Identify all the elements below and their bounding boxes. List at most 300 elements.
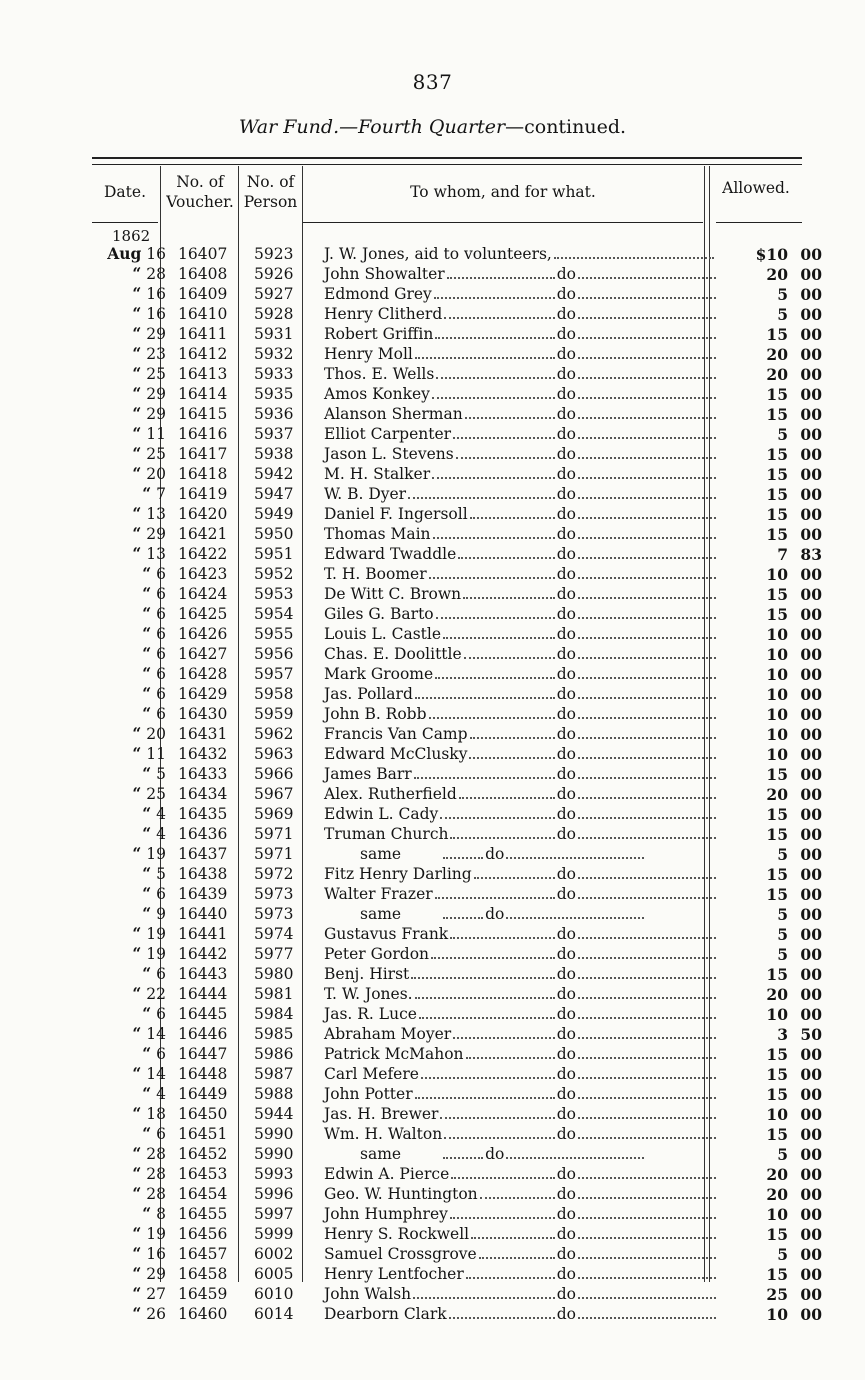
amount-allowed xyxy=(726,1164,824,1184)
title-italic: War Fund.—Fourth Quarter xyxy=(238,116,506,138)
amount-cents: 00 xyxy=(800,364,822,384)
amount-cents: 00 xyxy=(800,1044,822,1064)
date-month: “ xyxy=(132,1304,142,1323)
description-cell xyxy=(318,1064,726,1084)
description-cell xyxy=(318,384,726,404)
description-line xyxy=(324,945,716,964)
header-rule-top xyxy=(92,157,802,159)
date-day: 16 xyxy=(146,245,166,263)
payee-name: Jason L. Stevens xyxy=(324,444,454,463)
leader-dots xyxy=(554,257,714,259)
purpose-ditto: do xyxy=(556,1304,576,1323)
leader-dots xyxy=(450,937,555,939)
table-row xyxy=(88,584,824,604)
date-month: “ xyxy=(142,644,152,663)
person-number: 5936 xyxy=(254,404,294,423)
date-cell xyxy=(88,804,172,824)
amount-cents: 50 xyxy=(800,1024,822,1044)
amount-dollars: 15 xyxy=(766,504,788,524)
person-number: 6010 xyxy=(254,1284,294,1303)
date-day: 18 xyxy=(146,1105,166,1123)
amount-cents: 00 xyxy=(800,664,822,684)
amount-cents: 00 xyxy=(800,844,822,864)
header-rule-second xyxy=(92,164,802,165)
payee-name: Alex. Rutherfield xyxy=(324,784,457,803)
date-cell xyxy=(88,564,172,584)
table-row xyxy=(88,1244,824,1264)
leader-dots xyxy=(411,977,554,979)
leader-dots xyxy=(480,1197,555,1199)
amount-dollars: 5 xyxy=(777,944,788,964)
leader-dots xyxy=(578,757,716,759)
description-line xyxy=(324,1085,716,1104)
date-cell xyxy=(88,824,172,844)
payee-name: Wm. H. Walton xyxy=(324,1124,443,1143)
payee-name: John B. Robb xyxy=(324,704,427,723)
table-row xyxy=(88,1144,824,1164)
table-row xyxy=(88,1064,824,1084)
leader-dots xyxy=(578,1297,716,1299)
amount-allowed xyxy=(726,704,824,724)
header-allowed: Allowed. xyxy=(722,179,790,197)
leader-dots xyxy=(578,717,716,719)
voucher-number: 16423 xyxy=(178,564,228,583)
amount-allowed xyxy=(726,764,824,784)
purpose-ditto: do xyxy=(556,264,576,283)
table-row xyxy=(88,1264,824,1284)
amount-cents: 00 xyxy=(800,1164,822,1184)
voucher-number: 16430 xyxy=(178,704,228,723)
leader-dots xyxy=(433,537,555,539)
amount-cents: 00 xyxy=(800,884,822,904)
date-month: “ xyxy=(132,924,142,943)
description-cell xyxy=(318,1264,726,1284)
date-month: “ xyxy=(132,284,142,303)
description-cell xyxy=(318,644,726,664)
description-cell xyxy=(318,484,726,504)
payee-name: Elliot Carpenter xyxy=(324,424,452,443)
amount-allowed xyxy=(726,1284,824,1304)
leader-dots xyxy=(466,1057,555,1059)
amount-dollars: 10 xyxy=(766,624,788,644)
voucher-number: 16407 xyxy=(178,244,228,263)
amount-dollars: 15 xyxy=(766,584,788,604)
leader-dots xyxy=(578,617,716,619)
voucher-number: 16409 xyxy=(178,284,228,303)
date-day: 23 xyxy=(146,345,166,363)
date-cell xyxy=(88,724,172,744)
description-line xyxy=(324,1125,716,1144)
description-cell xyxy=(318,844,726,864)
payee-name: John Walsh xyxy=(324,1284,412,1303)
purpose-ditto: do xyxy=(556,404,576,423)
leader-dots xyxy=(578,597,716,599)
leader-dots xyxy=(450,837,554,839)
title-continued: —continued. xyxy=(505,116,627,138)
description-line xyxy=(324,985,716,1004)
date-month: “ xyxy=(132,544,142,563)
amount-cents: 00 xyxy=(800,1224,822,1244)
leader-dots xyxy=(578,457,716,459)
table-row xyxy=(88,1184,824,1204)
amount-cents: 00 xyxy=(800,984,822,1004)
description-line xyxy=(324,285,716,304)
voucher-number: 16416 xyxy=(178,424,228,443)
person-number: 5937 xyxy=(254,424,294,443)
amount-dollars: 20 xyxy=(766,1164,788,1184)
table-row xyxy=(88,644,824,664)
date-month: “ xyxy=(132,1024,142,1043)
date-cell xyxy=(88,764,172,784)
table-row xyxy=(88,744,824,764)
person-number: 5969 xyxy=(254,804,294,823)
amount-dollars: 10 xyxy=(766,1204,788,1224)
date-cell xyxy=(88,924,172,944)
table-row xyxy=(88,264,824,284)
page-number: 837 xyxy=(412,70,453,94)
purpose-ditto: do xyxy=(556,1164,576,1183)
voucher-number: 16446 xyxy=(178,1024,228,1043)
leader-dots xyxy=(440,1117,554,1119)
purpose-ditto: do xyxy=(556,1024,576,1043)
payee-name: Walter Frazer xyxy=(324,884,433,903)
description-cell xyxy=(318,964,726,984)
date-month: “ xyxy=(132,504,142,523)
amount-cents: 00 xyxy=(800,1244,822,1264)
purpose-ditto: do xyxy=(485,904,505,923)
date-month: “ xyxy=(132,264,142,283)
leader-dots xyxy=(578,397,716,399)
date-day: 8 xyxy=(156,1205,166,1223)
date-month: “ xyxy=(142,864,152,883)
date-month: “ xyxy=(132,724,142,743)
date-day: 28 xyxy=(146,1145,166,1163)
payee-name: James Barr xyxy=(324,764,412,783)
date-month: “ xyxy=(132,384,142,403)
description-line xyxy=(324,465,716,484)
table-row xyxy=(88,1124,824,1144)
table-row xyxy=(88,284,824,304)
date-month: “ xyxy=(142,684,152,703)
leader-dots xyxy=(449,1317,555,1319)
voucher-number: 16452 xyxy=(178,1144,228,1163)
description-line xyxy=(324,1065,716,1084)
voucher-number: 16457 xyxy=(178,1244,228,1263)
description-cell xyxy=(318,504,726,524)
table-row xyxy=(88,664,824,684)
description-cell xyxy=(318,264,726,284)
purpose-ditto: do xyxy=(556,1244,576,1263)
leader-dots xyxy=(431,957,555,959)
leader-dots xyxy=(414,777,555,779)
date-day: 19 xyxy=(146,845,166,863)
leader-dots xyxy=(578,337,716,339)
purpose-ditto: do xyxy=(556,724,576,743)
date-day: 9 xyxy=(156,905,166,923)
leader-dots xyxy=(578,897,716,899)
description-cell xyxy=(318,784,726,804)
leader-dots xyxy=(429,577,555,579)
date-month: “ xyxy=(132,1244,142,1263)
voucher-number: 16432 xyxy=(178,744,228,763)
description-cell xyxy=(318,1304,726,1324)
person-number: 5959 xyxy=(254,704,294,723)
payee-name: Geo. W. Huntington xyxy=(324,1184,478,1203)
leader-dots xyxy=(466,1277,555,1279)
description-line xyxy=(324,345,716,364)
amount-dollars: $10 xyxy=(755,244,788,264)
leader-dots xyxy=(443,1157,483,1159)
leader-dots xyxy=(578,937,716,939)
leader-dots xyxy=(458,557,554,559)
person-number: 5963 xyxy=(254,744,294,763)
purpose-ditto: do xyxy=(556,764,576,783)
voucher-number: 16425 xyxy=(178,604,228,623)
date-day: 4 xyxy=(156,825,166,843)
date-day: 6 xyxy=(156,885,166,903)
date-cell xyxy=(88,1264,172,1284)
description-cell xyxy=(318,1224,726,1244)
person-number: 5949 xyxy=(254,504,294,523)
description-cell xyxy=(318,1164,726,1184)
amount-dollars: 10 xyxy=(766,684,788,704)
leader-dots xyxy=(578,437,716,439)
table-row xyxy=(88,824,824,844)
date-cell xyxy=(88,1304,172,1324)
date-cell xyxy=(88,384,172,404)
description-line xyxy=(324,1205,716,1224)
date-day: 28 xyxy=(146,1185,166,1203)
date-month: “ xyxy=(132,984,142,1003)
voucher-number: 16450 xyxy=(178,1104,228,1123)
purpose-ditto: do xyxy=(556,644,576,663)
leader-dots xyxy=(434,297,555,299)
amount-cents: 00 xyxy=(800,904,822,924)
date-month: “ xyxy=(142,1084,152,1103)
leader-dots xyxy=(443,917,483,919)
amount-dollars: 5 xyxy=(777,424,788,444)
person-number: 5951 xyxy=(254,544,294,563)
payee-name: J. W. Jones, aid to volunteers, xyxy=(324,244,552,263)
amount-dollars: 5 xyxy=(777,1244,788,1264)
date-month: “ xyxy=(142,764,152,783)
purpose-ditto: do xyxy=(556,784,576,803)
date-cell xyxy=(88,1224,172,1244)
purpose-ditto: do xyxy=(556,344,576,363)
voucher-number: 16422 xyxy=(178,544,228,563)
description-line xyxy=(324,1045,716,1064)
purpose-ditto: do xyxy=(556,1064,576,1083)
leader-dots xyxy=(415,1097,555,1099)
amount-allowed xyxy=(726,444,824,464)
person-number: 5996 xyxy=(254,1184,294,1203)
leader-dots xyxy=(450,1217,555,1219)
description-line xyxy=(324,925,716,944)
description-cell xyxy=(318,864,726,884)
table-row xyxy=(88,1104,824,1124)
date-month: “ xyxy=(142,964,152,983)
amount-allowed xyxy=(726,1084,824,1104)
amount-allowed xyxy=(726,1304,824,1324)
voucher-number: 16411 xyxy=(178,324,228,343)
person-number: 5980 xyxy=(254,964,294,983)
date-month: “ xyxy=(132,1284,142,1303)
amount-allowed xyxy=(726,1124,824,1144)
voucher-number: 16438 xyxy=(178,864,228,883)
payee-name: Robert Griffin xyxy=(324,324,434,343)
payee-name: Daniel F. Ingersoll xyxy=(324,504,468,523)
voucher-number: 16428 xyxy=(178,664,228,683)
date-month: “ xyxy=(132,464,142,483)
date-month: “ xyxy=(142,1004,152,1023)
voucher-number: 16426 xyxy=(178,624,228,643)
table-row xyxy=(88,244,824,264)
description-cell xyxy=(318,924,726,944)
header-underline-date xyxy=(92,222,158,223)
amount-allowed xyxy=(726,1264,824,1284)
date-cell xyxy=(88,1024,172,1044)
payee-name: Patrick McMahon xyxy=(324,1044,464,1063)
amount-dollars: 5 xyxy=(777,304,788,324)
amount-cents: 00 xyxy=(800,824,822,844)
amount-dollars: 15 xyxy=(766,484,788,504)
voucher-number: 16440 xyxy=(178,904,228,923)
amount-dollars: 3 xyxy=(777,1024,788,1044)
amount-allowed xyxy=(726,524,824,544)
voucher-number: 16433 xyxy=(178,764,228,783)
date-month: “ xyxy=(132,344,142,363)
amount-allowed xyxy=(726,504,824,524)
description-cell xyxy=(318,1004,726,1024)
table-row xyxy=(88,1044,824,1064)
purpose-ditto: do xyxy=(556,984,576,1003)
date-cell xyxy=(88,604,172,624)
date-month: “ xyxy=(132,1144,142,1163)
purpose-ditto: do xyxy=(556,1204,576,1223)
description-line xyxy=(324,585,716,604)
leader-dots xyxy=(578,1237,716,1239)
payee-name: Edward Twaddle xyxy=(324,544,457,563)
description-line xyxy=(324,325,716,344)
description-line xyxy=(324,1005,716,1024)
voucher-number: 16437 xyxy=(178,844,228,863)
date-cell xyxy=(88,704,172,724)
purpose-ditto: do xyxy=(556,364,576,383)
payee-name: Henry Moll xyxy=(324,344,413,363)
leader-dots xyxy=(578,697,716,699)
description-cell xyxy=(318,404,726,424)
date-month: “ xyxy=(132,304,142,323)
leader-dots xyxy=(578,357,716,359)
person-number: 5986 xyxy=(254,1044,294,1063)
payee-name: Dearborn Clark xyxy=(324,1304,447,1323)
table-row xyxy=(88,904,824,924)
leader-dots xyxy=(465,417,555,419)
header-to-whom: To whom, and for what. xyxy=(410,183,596,201)
table-row xyxy=(88,864,824,884)
person-number: 6014 xyxy=(254,1304,294,1323)
table-row xyxy=(88,304,824,324)
description-cell xyxy=(318,1024,726,1044)
date-day: 13 xyxy=(146,505,166,523)
description-line xyxy=(324,705,716,724)
amount-dollars: 10 xyxy=(766,1304,788,1324)
date-cell xyxy=(88,1144,172,1164)
description-line xyxy=(324,1285,716,1304)
person-number: 5926 xyxy=(254,264,294,283)
person-number: 5993 xyxy=(254,1164,294,1183)
person-number: 5952 xyxy=(254,564,294,583)
description-line xyxy=(324,905,716,924)
date-day: 6 xyxy=(156,685,166,703)
amount-cents: 00 xyxy=(800,804,822,824)
amount-cents: 00 xyxy=(800,684,822,704)
header-underline-allowed xyxy=(716,222,802,223)
payee-name: Francis Van Camp xyxy=(324,724,468,743)
leader-dots xyxy=(415,357,555,359)
amount-dollars: 10 xyxy=(766,564,788,584)
amount-cents: 00 xyxy=(800,744,822,764)
amount-dollars: 15 xyxy=(766,1084,788,1104)
date-day: 5 xyxy=(156,765,166,783)
description-line xyxy=(324,1245,716,1264)
person-number: 5931 xyxy=(254,324,294,343)
table-row xyxy=(88,724,824,744)
date-cell xyxy=(88,1044,172,1064)
date-day: 29 xyxy=(146,1265,166,1283)
amount-allowed xyxy=(726,1004,824,1024)
date-cell xyxy=(88,264,172,284)
purpose-ditto: do xyxy=(556,1084,576,1103)
amount-cents: 00 xyxy=(800,1204,822,1224)
purpose-ditto: do xyxy=(556,484,576,503)
purpose-ditto: do xyxy=(485,1144,505,1163)
amount-allowed xyxy=(726,784,824,804)
table-row xyxy=(88,1224,824,1244)
amount-cents: 00 xyxy=(800,304,822,324)
date-cell xyxy=(88,844,172,864)
amount-dollars: 5 xyxy=(777,904,788,924)
amount-cents: 00 xyxy=(800,1144,822,1164)
date-day: 6 xyxy=(156,605,166,623)
person-number: 5950 xyxy=(254,524,294,543)
amount-dollars: 5 xyxy=(777,924,788,944)
payee-name: M. H. Stalker xyxy=(324,464,431,483)
payee-name: Thomas Main xyxy=(324,524,431,543)
voucher-number: 16451 xyxy=(178,1124,228,1143)
date-day: 6 xyxy=(156,1005,166,1023)
amount-dollars: 5 xyxy=(777,844,788,864)
amount-cents: 00 xyxy=(800,284,822,304)
date-cell xyxy=(88,504,172,524)
voucher-number: 16415 xyxy=(178,404,228,423)
description-line xyxy=(324,245,716,264)
date-day: 6 xyxy=(156,665,166,683)
payee-name: Gustavus Frank xyxy=(324,924,449,943)
amount-allowed xyxy=(726,364,824,384)
leader-dots xyxy=(578,1257,716,1259)
payee-name: same xyxy=(360,904,402,923)
amount-cents: 00 xyxy=(800,944,822,964)
amount-cents: 00 xyxy=(800,1064,822,1084)
amount-allowed xyxy=(726,864,824,884)
leader-dots xyxy=(435,677,555,679)
voucher-number: 16410 xyxy=(178,304,228,323)
amount-dollars: 15 xyxy=(766,404,788,424)
payee-name: John Humphrey xyxy=(324,1204,448,1223)
leader-dots xyxy=(578,957,716,959)
description-cell xyxy=(318,1144,726,1164)
